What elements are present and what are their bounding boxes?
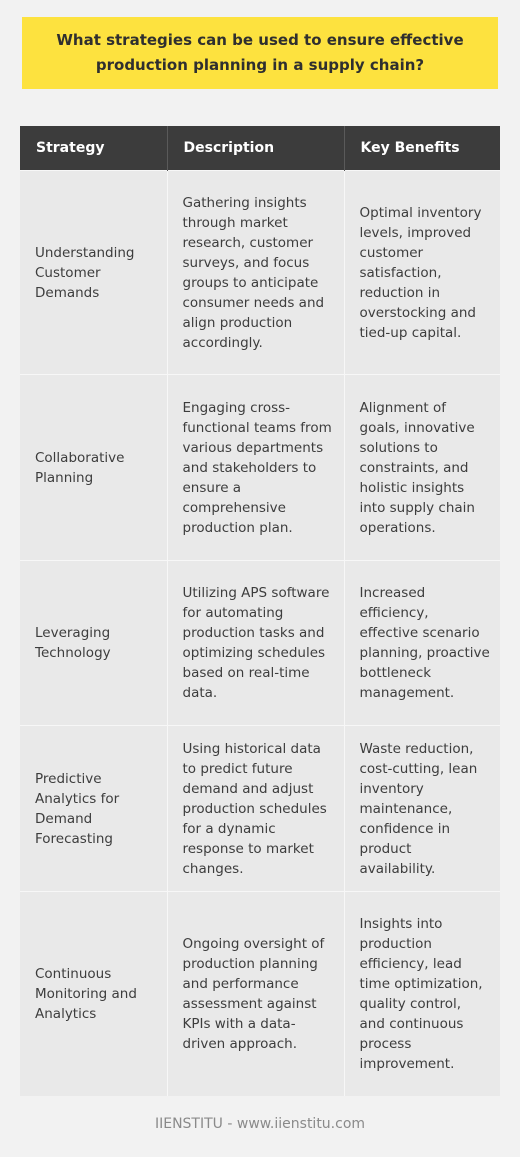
table-row [20, 171, 500, 375]
strategy-cell: Continuous Monitoring and Analytics [20, 892, 167, 1097]
benefits-cell: Waste reduction, cost-cutting, lean inventory maintenance, confidence in product availability. [344, 726, 500, 892]
benefits-cell: Optimal inventory levels, improved customer satisfaction, reduction in overstocking and tied-up capital. [344, 171, 500, 375]
table-row [20, 726, 500, 892]
table-row [20, 561, 500, 726]
benefits-cell: Alignment of goals, innovative solutions to constraints, and holistic insights into supply chain operations. [344, 375, 500, 561]
description-cell: Gathering insights through market research, customer surveys, and focus groups to anticipate consumer needs and align production accordingly. [167, 171, 344, 375]
table-header-row [20, 126, 500, 171]
strategy-cell: Leveraging Technology [20, 561, 167, 726]
table-row [20, 892, 500, 1097]
table-row [20, 375, 500, 561]
description-cell: Using historical data to predict future demand and adjust production schedules for a dynamic response to market changes. [167, 726, 344, 892]
page-title: What strategies can be used to ensure effective production planning in a supply chain? [56, 31, 464, 74]
strategy-cell: Collaborative Planning [20, 375, 167, 561]
header-description: Description [167, 126, 344, 171]
strategy-cell: Predictive Analytics for Demand Forecasting [20, 726, 167, 892]
footer-credit: IIENSTITU - www.iienstitu.com [154, 1116, 366, 1132]
strategy-cell: Understanding Customer Demands [20, 171, 167, 375]
benefits-cell: Insights into production efficiency, lead time optimization, quality control, and continuous process improvement. [344, 892, 500, 1097]
title-banner [22, 17, 498, 89]
strategy-table [20, 126, 500, 1096]
header-strategy: Strategy [20, 126, 167, 171]
description-cell: Engaging cross-functional teams from various departments and stakeholders to ensure a comprehensive production plan. [167, 375, 344, 561]
header-key-benefits: Key Benefits [344, 126, 500, 171]
benefits-cell: Increased efficiency, effective scenario planning, proactive bottleneck management. [344, 561, 500, 726]
description-cell: Ongoing oversight of production planning and performance assessment against KPIs with a data-driven approach. [167, 892, 344, 1097]
description-cell: Utilizing APS software for automating production tasks and optimizing schedules based on real-time data. [167, 561, 344, 726]
